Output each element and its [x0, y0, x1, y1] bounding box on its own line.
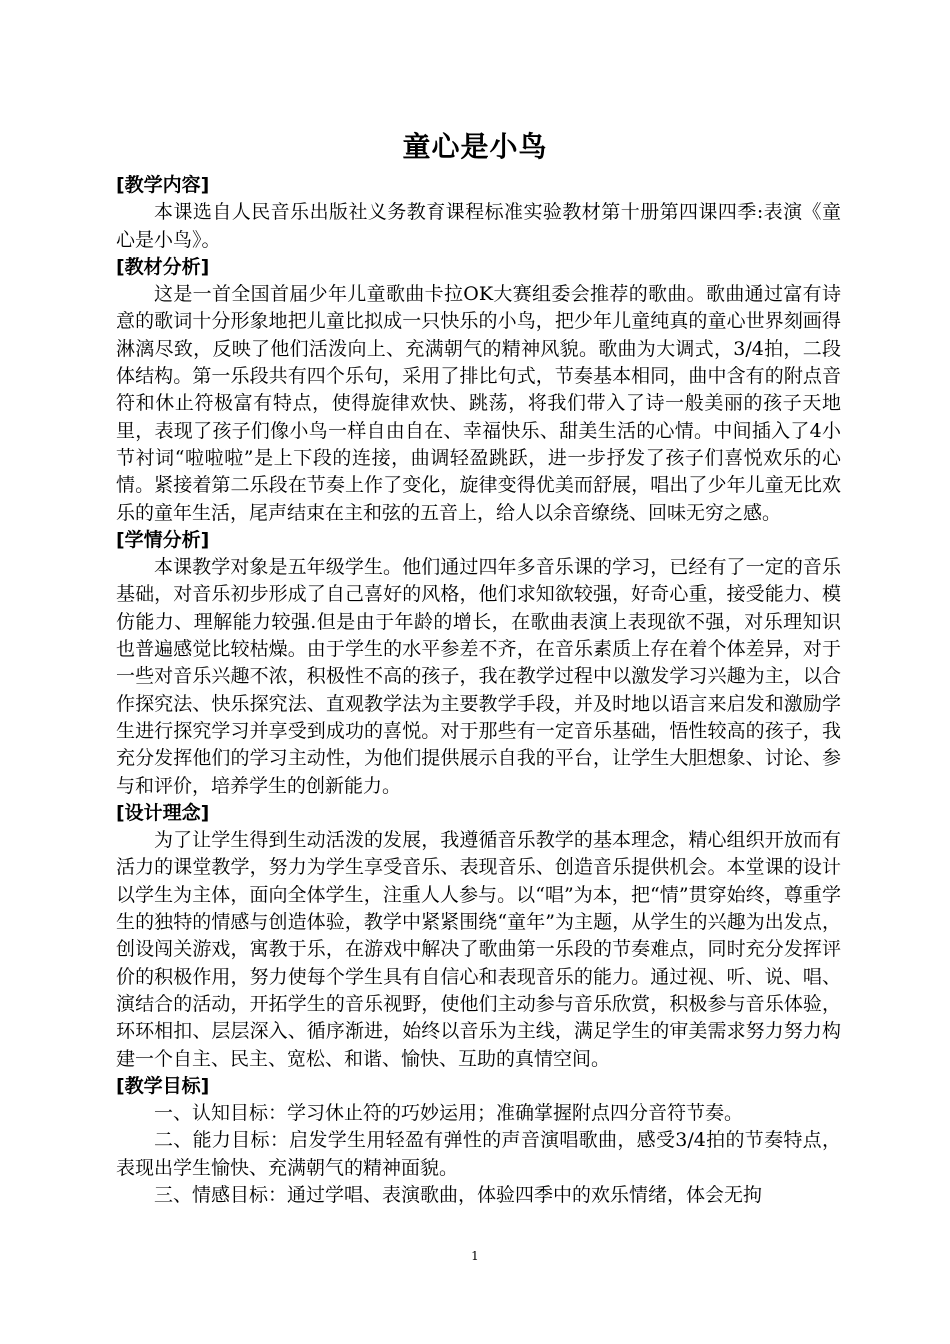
section-heading: [教材分析] — [116, 255, 210, 278]
section-material-analysis — [116, 254, 841, 527]
section-teaching-goals — [116, 1073, 841, 1209]
document-body — [116, 172, 841, 1209]
goal-emotional: 三、情感目标：通过学唱、表演歌曲，体验四季中的欢乐情绪，体会无拘 — [154, 1183, 763, 1206]
section-heading: [设计理念] — [116, 801, 210, 824]
section-paragraph: 这是一首全国首届少年儿童歌曲卡拉OK大赛组委会推荐的歌曲。歌曲通过富有诗意的歌词十分形象地把儿童比拟成一只快乐的小鸟，把少年儿童纯真的童心世界刻画得淋漓尽致，反映了他们活泼向上、充满朝气的精神风貌。歌曲为大调式，3/4拍，二段体结构。第一乐段共有四个乐句，采用了排比句式，节奏基本相同，曲中含有的附点音符和休止符极富有特点，使得旋律欢快、跳荡，将我们带入了诗一般美丽的孩子天地里，表现了孩子们像小鸟一样自由自在、幸福快乐、甜美生活的心情。中间插入了4小节衬词“啦啦啦”是上下段的连接，曲调轻盈跳跃，进一步抒发了孩子们喜悦欢乐的心情。紧接着第二乐段在节奏上作了变化，旋律变得优美而舒展，唱出了少年儿童无比欢乐的童年生活，尾声结束在主和弦的五音上，给人以余音缭绕、回味无穷之感。 — [116, 283, 841, 524]
section-heading: [教学目标] — [116, 1074, 210, 1097]
section-teaching-content — [116, 172, 841, 254]
section-heading: [教学内容] — [116, 174, 210, 196]
section-heading: [学情分析] — [116, 528, 210, 551]
section-student-analysis — [116, 527, 841, 800]
page-number: 1 — [471, 1249, 479, 1263]
document-title: 童心是小鸟 — [402, 130, 548, 163]
section-paragraph: 为了让学生得到生动活泼的发展，我遵循音乐教学的基本理念，精心组织开放而有活力的课堂教学，努力为学生享受音乐、表现音乐、创造音乐提供机会。本堂课的设计以学生为主体，面向全体学生，注重人人参与。以“唱”为本，把“情”贯穿始终，尊重学生的独特的情感与创造体验，教学中紧紧围绕“童年”为主题，从学生的兴趣为出发点，创设闯关游戏，寓教于乐，在游戏中解决了歌曲第一乐段的节奏难点，同时充分发挥评价的积极作用，努力使每个学生具有自信心和表现音乐的能力。通过视、听、说、唱、演结合的活动，开拓学生的音乐视野，使他们主动参与音乐欣赏，积极参与音乐体验，环环相扣、层层深入、循序渐进，始终以音乐为主线，满足学生的审美需求努力努力构建一个自主、民主、宽松、和谐、愉快、互助的真情空间。 — [116, 829, 841, 1070]
goal-cognitive: 一、认知目标：学习休止符的巧妙运用；准确掌握附点四分音符节奏。 — [154, 1102, 744, 1125]
goal-ability: 二、能力目标：启发学生用轻盈有弹性的声音演唱歌曲，感受3/4拍的节奏特点，表现出学生愉快、充满朝气的精神面貌。 — [116, 1129, 841, 1179]
section-paragraph: 本课选自人民音乐出版社义务教育课程标准实验教材第十册第四课四季:表演《童心是小鸟》。 — [116, 201, 841, 251]
section-design-concept — [116, 800, 841, 1073]
section-paragraph: 本课教学对象是五年级学生。他们通过四年多音乐课的学习，已经有了一定的音乐基础，对音乐初步形成了自己喜好的风格，他们求知欲较强，好奇心重，接受能力、模仿能力、理解能力较强.但是由于年龄的增长，在歌曲表演上表现欲不强，对乐理知识也普遍感觉比较枯燥。由于学生的水平参差不齐，在音乐素质上存在着个体差异，对于一些对音乐兴趣不浓，积极性不高的孩子，我在教学过程中以激发学习兴趣为主，以合作探究法、快乐探究法、直观教学法为主要教学手段，并及时地以语言来启发和激励学生进行探究学习并享受到成功的喜悦。对于那些有一定音乐基础，悟性较高的孩子，我充分发挥他们的学习主动性，为他们提供展示自我的平台，让学生大胆想象、讨论、参与和评价，培养学生的创新能力。 — [116, 556, 841, 797]
